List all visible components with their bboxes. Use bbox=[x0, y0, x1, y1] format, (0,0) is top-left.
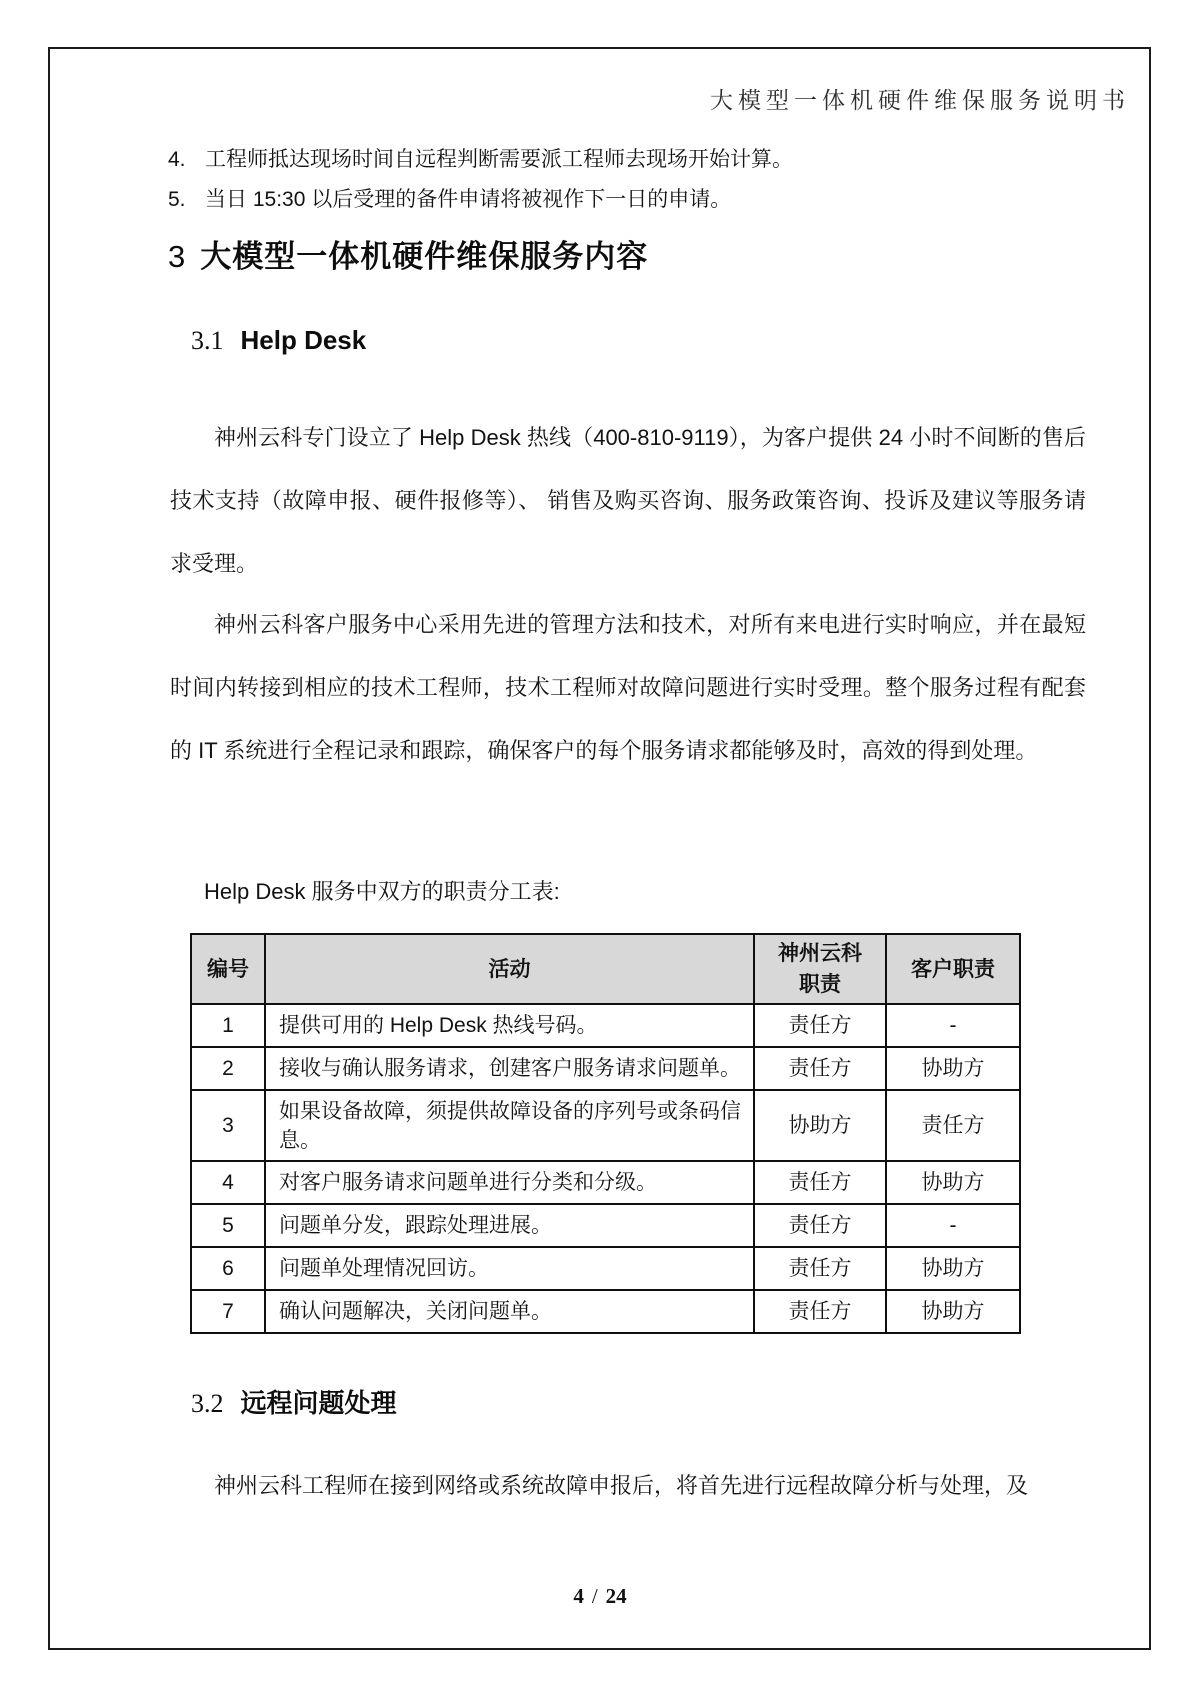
cell-number: 6 bbox=[191, 1247, 265, 1290]
table-row bbox=[191, 1290, 1020, 1333]
table-row bbox=[191, 1247, 1020, 1290]
paragraph-helpdesk-hotline: 神州云科专门设立了 Help Desk 热线（400-810-9119），为客户提供 24 小时不间断的售后技术支持（故障申报、硬件报修等）、 销售及购买咨询、服务政策咨询、投诉及建议等服务请求受理。 bbox=[170, 425, 1086, 576]
table-intro-text: Help Desk 服务中双方的职责分工表: bbox=[204, 879, 560, 904]
paragraph-service-center: 神州云科客户服务中心采用先进的管理方法和技术，对所有来电进行实时响应，并在最短时间内转接到相应的技术工程师，技术工程师对故障问题进行实时受理。整个服务过程有配套的 IT 系统进行全程记录和跟踪，确保客户的每个服务请求都能够及时，高效的得到处理。 bbox=[170, 612, 1086, 763]
numbered-list-item-5 bbox=[168, 186, 1110, 214]
section-number: 3 bbox=[168, 239, 186, 274]
responsibility-table bbox=[190, 933, 1021, 1334]
cell-number: 5 bbox=[191, 1204, 265, 1247]
section-title: Help Desk bbox=[240, 325, 367, 355]
cell-number: 3 bbox=[191, 1090, 265, 1161]
table-row bbox=[191, 1004, 1020, 1047]
cell-activity: 如果设备故障，须提供故障设备的序列号或条码信息。 bbox=[265, 1090, 754, 1161]
cell-dcloud-duty: 责任方 bbox=[754, 1290, 886, 1333]
footer-page-number: 4 bbox=[573, 1584, 584, 1608]
numbered-list-item-4 bbox=[168, 146, 1110, 174]
section-number: 3.1 bbox=[191, 326, 224, 355]
footer-separator: / bbox=[591, 1584, 598, 1608]
list-item-text: 工程师抵达现场时间自远程判断需要派工程师去现场开始计算。 bbox=[205, 148, 793, 171]
cell-number: 2 bbox=[191, 1047, 265, 1090]
section-heading-3-2 bbox=[191, 1386, 397, 1421]
cell-activity: 接收与确认服务请求，创建客户服务请求问题单。 bbox=[265, 1047, 754, 1090]
cell-dcloud-duty: 责任方 bbox=[754, 1247, 886, 1290]
section-heading-3 bbox=[168, 238, 648, 276]
cell-customer-duty: 协助方 bbox=[886, 1290, 1020, 1333]
table-row bbox=[191, 1204, 1020, 1247]
cell-dcloud-duty: 责任方 bbox=[754, 1047, 886, 1090]
cell-number: 7 bbox=[191, 1290, 265, 1333]
cell-activity: 确认问题解决，关闭问题单。 bbox=[265, 1290, 754, 1333]
cell-customer-duty: 协助方 bbox=[886, 1247, 1020, 1290]
header-cell-activity: 活动 bbox=[265, 934, 754, 1004]
header-cell-dcloud-line2: 职责 bbox=[799, 973, 841, 996]
running-header-title: 大模型一体机硬件维保服务说明书 bbox=[710, 88, 1130, 113]
header-cell-dcloud-duty bbox=[754, 934, 886, 1004]
table-row bbox=[191, 1161, 1020, 1204]
cell-dcloud-duty: 责任方 bbox=[754, 1204, 886, 1247]
list-item-number: 5. bbox=[168, 188, 186, 211]
cell-dcloud-duty: 责任方 bbox=[754, 1004, 886, 1047]
cell-activity: 提供可用的 Help Desk 热线号码。 bbox=[265, 1004, 754, 1047]
list-item-number: 4. bbox=[168, 148, 186, 171]
header-cell-customer-duty: 客户职责 bbox=[886, 934, 1020, 1004]
cell-activity: 问题单处理情况回访。 bbox=[265, 1247, 754, 1290]
page-footer bbox=[0, 1584, 1200, 1609]
header-cell-dcloud-line1: 神州云科 bbox=[778, 942, 862, 965]
cell-activity: 对客户服务请求问题单进行分类和分级。 bbox=[265, 1161, 754, 1204]
section-number: 3.2 bbox=[191, 1389, 224, 1418]
table-row bbox=[191, 1047, 1020, 1090]
table-row bbox=[191, 1090, 1020, 1161]
footer-total-pages: 24 bbox=[605, 1584, 627, 1608]
cell-customer-duty: 责任方 bbox=[886, 1090, 1020, 1161]
header-cell-number: 编号 bbox=[191, 934, 265, 1004]
cell-customer-duty: 协助方 bbox=[886, 1047, 1020, 1090]
table-header-row bbox=[191, 934, 1020, 1004]
section-title: 远程问题处理 bbox=[240, 1388, 397, 1418]
cell-number: 1 bbox=[191, 1004, 265, 1047]
list-item-text: 当日 15:30 以后受理的备件申请将被视作下一日的申请。 bbox=[205, 188, 732, 211]
cell-customer-duty: - bbox=[886, 1004, 1020, 1047]
cell-customer-duty: - bbox=[886, 1204, 1020, 1247]
section-heading-3-1 bbox=[191, 323, 366, 358]
paragraph-remote-handling: 神州云科工程师在接到网络或系统故障申报后，将首先进行远程故障分析与处理，及 bbox=[214, 1473, 1029, 1498]
cell-activity: 问题单分发，跟踪处理进展。 bbox=[265, 1204, 754, 1247]
cell-customer-duty: 协助方 bbox=[886, 1161, 1020, 1204]
cell-dcloud-duty: 责任方 bbox=[754, 1161, 886, 1204]
section-title: 大模型一体机硬件维保服务内容 bbox=[200, 239, 649, 274]
cell-number: 4 bbox=[191, 1161, 265, 1204]
cell-dcloud-duty: 协助方 bbox=[754, 1090, 886, 1161]
